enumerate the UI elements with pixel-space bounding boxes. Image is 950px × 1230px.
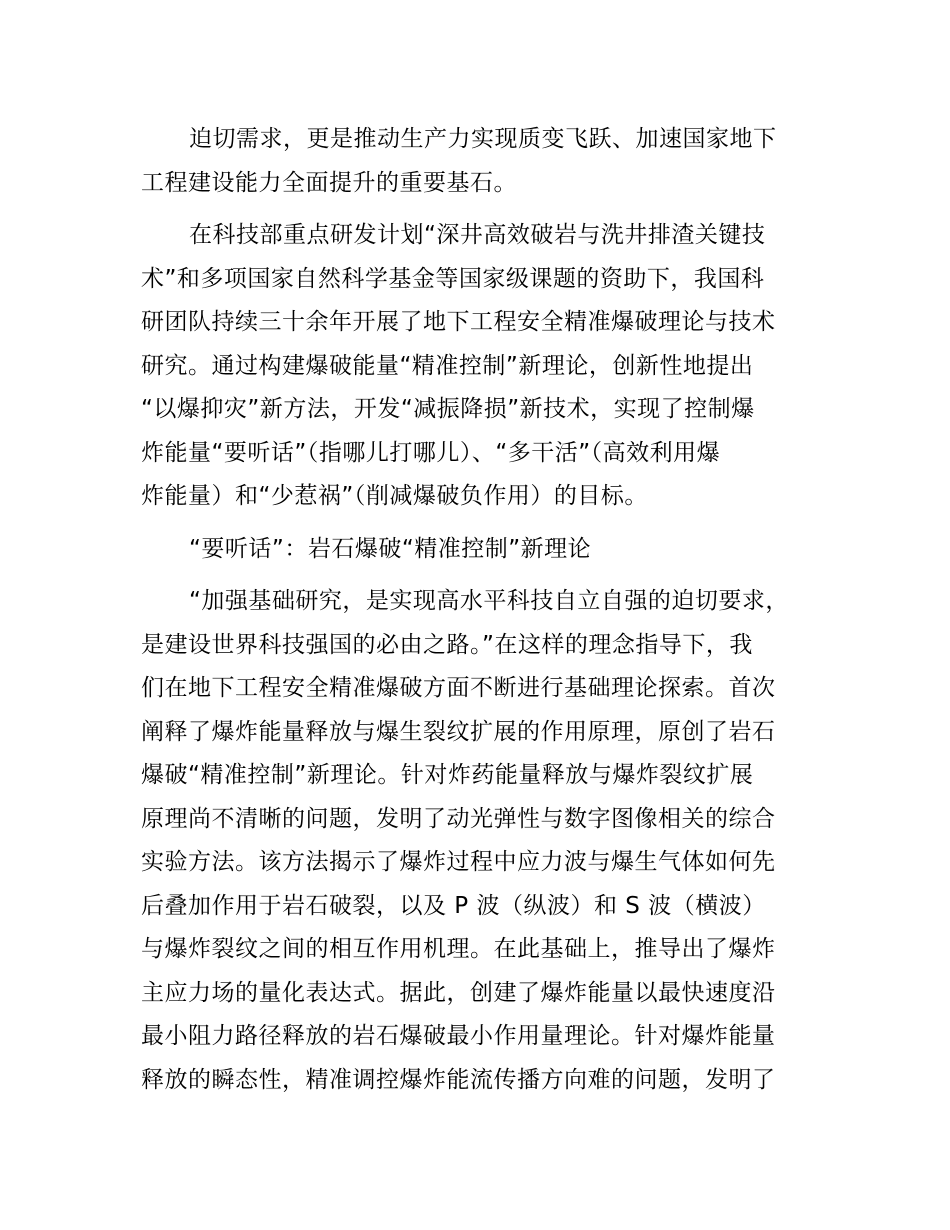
text-line: “加强基础研究，是实现高水平科技自立自强的迫切要求， (189, 588, 789, 614)
text-line: “以爆抑灾”新方法，开发“减振降损”新技术，实现了控制爆 (141, 396, 755, 422)
text-line: 炸能量）和“少惹祸”（削减爆破负作用）的目标。 (141, 483, 648, 509)
text-line: 原理尚不清晰的问题，发明了动光弹性与数字图像相关的综合 (141, 805, 776, 832)
text-line: 在科技部重点研发计划“深井高效破岩与洗井排渣关键技 (189, 222, 766, 248)
text-line: 释放的瞬态性，精准调控爆炸能流传播方向难的问题，发明了 (141, 1066, 776, 1093)
text-line: 与爆炸裂纹之间的相互作用机理。在此基础上，推导出了爆炸 (141, 936, 776, 962)
text-line: 工程建设能力全面提升的重要基石。 (141, 169, 517, 196)
paragraph-3 (141, 580, 841, 1102)
text-line: 主应力场的量化表达式。据此，创建了爆炸能量以最快速度沿 (141, 979, 776, 1006)
text-line: 阐释了爆炸能量释放与爆生裂纹扩展的作用原理，原创了岩石 (141, 718, 776, 745)
text-line: 爆破“精准控制”新理论。针对炸药能量释放与爆炸裂纹扩展 (141, 762, 754, 788)
text-line: 术”和多项国家自然科学基金等国家级课题的资助下，我国科 (141, 265, 765, 292)
article-body (141, 118, 841, 1111)
paragraph-2 (141, 214, 841, 519)
text-line: 研究。通过构建爆破能量“精准控制”新理论，创新性地提出 (141, 352, 754, 379)
text-line: 后叠加作用于岩石破裂，以及 P 波（纵波）和 S 波（横波） (141, 892, 766, 919)
text-line: 们在地下工程安全精准爆破方面不断进行基础理论探索。首次 (141, 675, 776, 701)
paragraph-1 (141, 118, 841, 205)
text-line: 实验方法。该方法揭示了爆炸过程中应力波与爆生气体如何先 (141, 849, 776, 875)
heading-line: “要听话”：岩石爆破“精准控制”新理论 (189, 535, 592, 562)
section-heading (141, 528, 841, 572)
text-line: 最小阻力路径释放的岩石爆破最小作用量理论。针对爆炸能量 (141, 1023, 776, 1049)
text-line: 炸能量“要听话”（指哪儿打哪儿）、“多干活”（高效利用爆 (141, 439, 721, 466)
text-line: 是建设世界科技强国的必由之路。”在这样的理念指导下，我 (141, 631, 753, 658)
text-line: 研团队持续三十余年开展了地下工程安全精准爆破理论与技术 (141, 309, 776, 335)
text-line: 迫切需求，更是推动生产力实现质变飞跃、加速国家地下 (189, 126, 777, 152)
